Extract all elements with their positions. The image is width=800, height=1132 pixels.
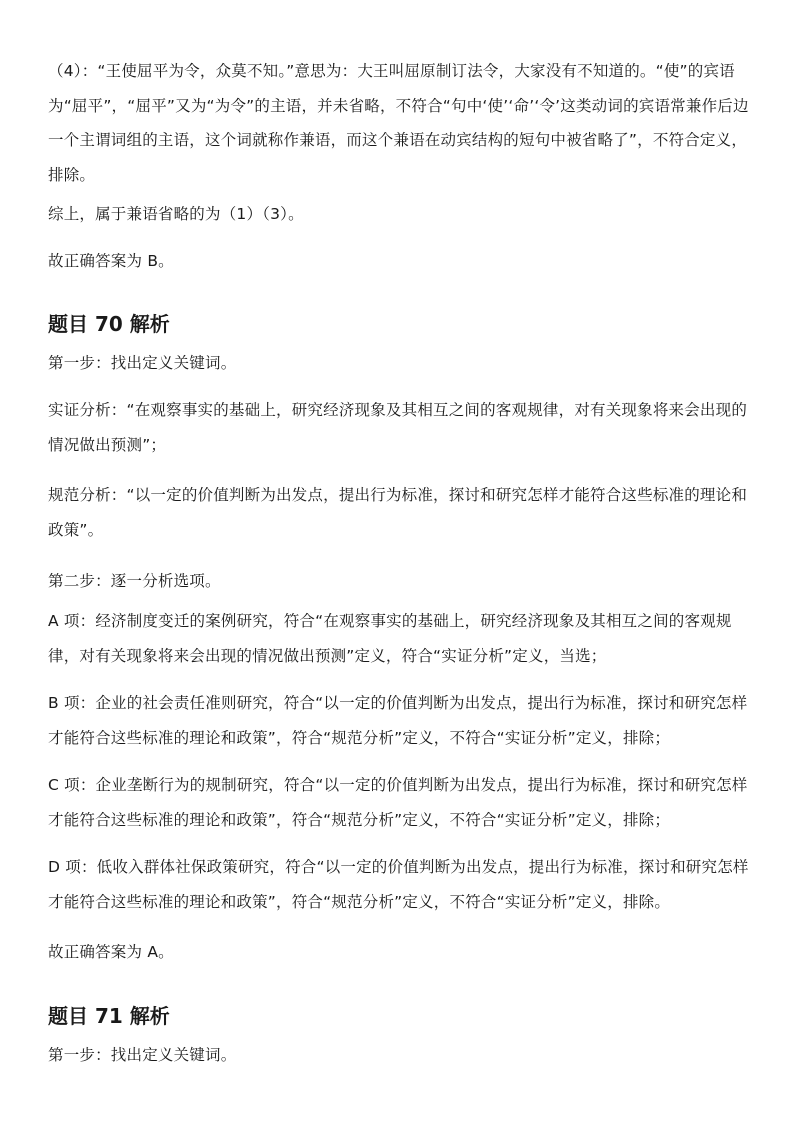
paragraph-q69-answer: 故正确答案为 B。 [48, 252, 174, 270]
paragraph-q70-answer: 故正确答案为 A。 [48, 943, 174, 961]
paragraph-q70-option-d: D 项：低收入群体社保政策研究，符合“以一定的价值判断为出发点，提出行为标准，探讨和研究怎样才能符合这些标准的理论和政策”，符合“规范分析”定义，不符合“实证分析”定义，排除。 [48, 858, 749, 911]
paragraph-q70-option-b: B 项：企业的社会责任准则研究，符合“以一定的价值判断为出发点，提出行为标准，探讨和研究怎样才能符合这些标准的理论和政策”，符合“规范分析”定义，不符合“实证分析”定义，排除； [48, 694, 748, 747]
paragraph-q69-summary: 综上，属于兼语省略的为（1）（3）。 [48, 205, 304, 223]
paragraph-q70-empirical-def: 实证分析：“在观察事实的基础上，研究经济现象及其相互之间的客观规律，对有关现象将来会出现的情况做出预测”； [48, 401, 748, 454]
paragraph-q70-normative-def: 规范分析：“以一定的价值判断为出发点，提出行为标准，探讨和研究怎样才能符合这些标准的理论和政策”。 [48, 486, 748, 539]
paragraph-q71-step1: 第一步：找出定义关键词。 [48, 1046, 237, 1064]
paragraph-q70-option-a: A 项：经济制度变迁的案例研究，符合“在观察事实的基础上，研究经济现象及其相互之间的客观规律，对有关现象将来会出现的情况做出预测”定义，符合“实证分析”定义，当选； [48, 612, 732, 665]
paragraph-q70-step2: 第二步：逐一分析选项。 [48, 572, 221, 590]
heading-q71: 题目 71 解析 [48, 1004, 170, 1028]
heading-q70: 题目 70 解析 [48, 312, 170, 336]
paragraph-q70-option-c: C 项：企业垄断行为的规制研究，符合“以一定的价值判断为出发点，提出行为标准，探讨和研究怎样才能符合这些标准的理论和政策”，符合“规范分析”定义，不符合“实证分析”定义，排除； [48, 776, 748, 829]
paragraph-q69-item4: （4）：“王使屈平为令，众莫不知。”意思为：大王叫屈原制订法令，大家没有不知道的。“使”的宾语为“屈平”，“屈平”又为“为令”的主语，并未省略，不符合“句中‘使’‘命’‘令’这类动词的宾语常兼作后边一个主谓词组的主语，这个词就称作兼语，而这个兼语在动宾结构的短句中被省略了”，不符合定义，排除。 [48, 62, 749, 184]
paragraph-q70-step1: 第一步：找出定义关键词。 [48, 354, 237, 372]
